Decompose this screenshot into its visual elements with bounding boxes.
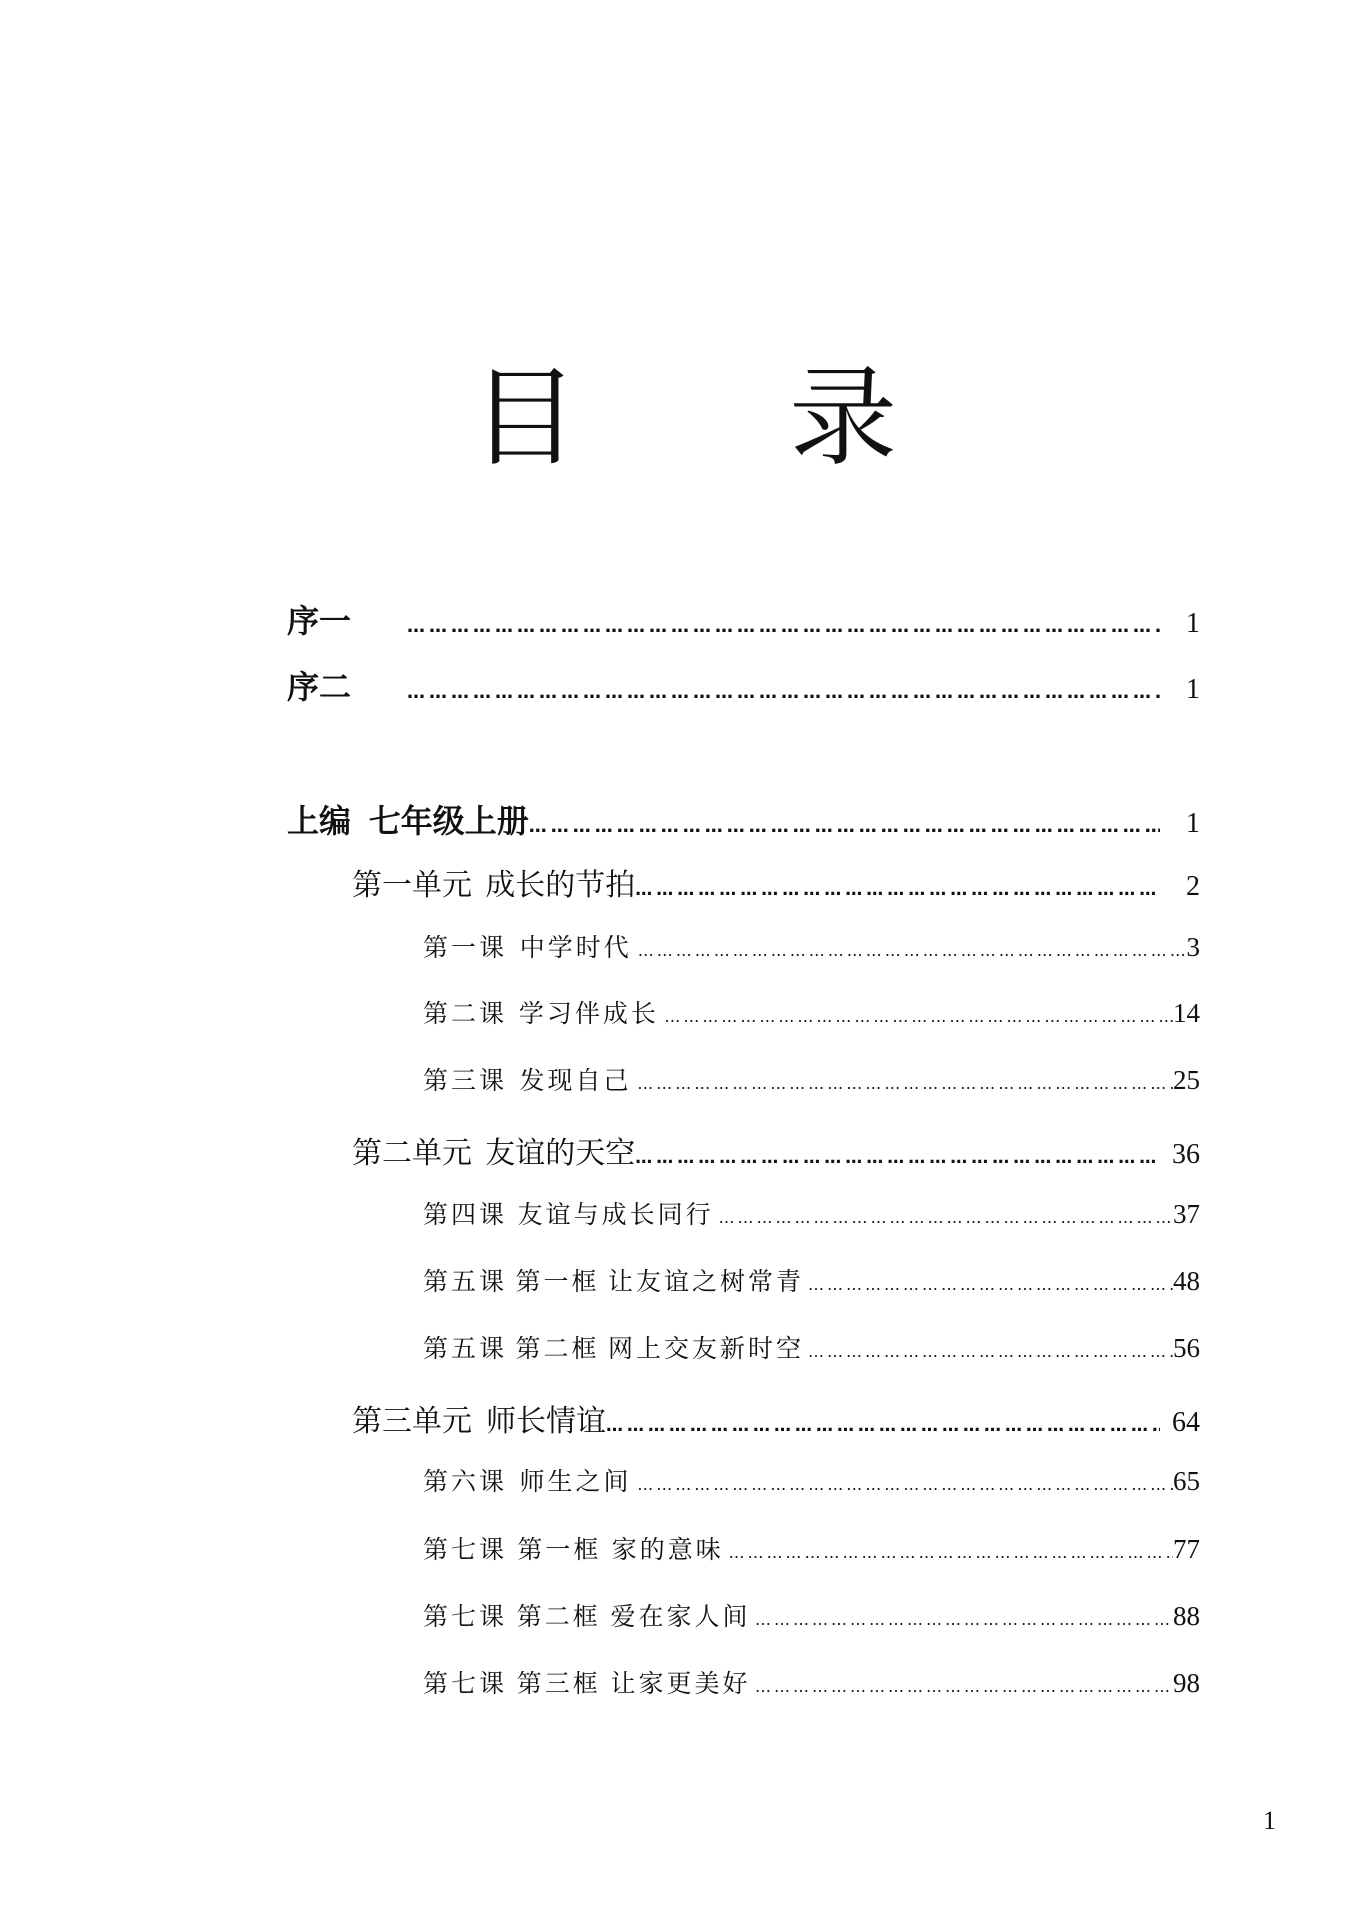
toc-entry-lesson-frame: 第一框 [517, 1535, 602, 1564]
toc-entry-lesson[interactable] [423, 1597, 1200, 1633]
toc-entry-lesson-number: 第二课 [423, 999, 508, 1028]
toc-entry-lesson-frame: 第二框 [515, 1334, 600, 1363]
toc-entry-lesson-number: 第七课 [423, 1535, 508, 1564]
toc-entry-lesson-number: 第七课 [423, 1669, 508, 1698]
toc-entry-page: 36 [1172, 1139, 1200, 1170]
toc-entry-lesson-number: 第一课 [423, 933, 508, 962]
toc-entry-lesson[interactable] [423, 994, 1200, 1030]
dot-leader [808, 1342, 1173, 1361]
toc-entry-lesson[interactable] [423, 1262, 1200, 1298]
toc-entry-label: 序二 [287, 668, 352, 706]
dot-leader [635, 880, 1160, 900]
dot-leader [407, 616, 1160, 637]
toc-entry-lesson[interactable] [423, 1195, 1200, 1231]
toc-entry-label: 序一 [287, 602, 352, 640]
toc-entry-page: 65 [1173, 1466, 1200, 1496]
toc-entry-unit-1[interactable] [352, 860, 1200, 904]
dot-leader [755, 1610, 1173, 1629]
toc-entry-lesson[interactable] [423, 1462, 1200, 1498]
dot-leader [635, 1148, 1160, 1168]
toc-entry-preface-1[interactable] [287, 596, 1200, 642]
dot-leader [529, 816, 1160, 837]
dot-leader [719, 1208, 1173, 1227]
toc-entry-lesson-number: 第六课 [423, 1467, 508, 1496]
toc-entry-lesson[interactable] [423, 1664, 1200, 1700]
toc-entry-unit-number: 第一单元 [352, 868, 472, 903]
toc-entry-lesson-title: 师生之间 [519, 1467, 632, 1496]
toc-entry-unit-number: 第三单元 [352, 1404, 472, 1439]
toc-entry-unit-title: 师长情谊 [485, 1404, 606, 1439]
toc-entry-lesson[interactable] [423, 1329, 1200, 1365]
toc-entry-lesson-title: 友谊与成长同行 [517, 1200, 714, 1229]
toc-entry-page: 98 [1173, 1668, 1200, 1698]
toc-entry-lesson-title: 爱在家人间 [610, 1602, 751, 1631]
toc-entry-page: 1 [1186, 674, 1200, 705]
dot-leader [407, 682, 1160, 703]
dot-leader [606, 1416, 1160, 1436]
dot-leader [808, 1275, 1173, 1294]
toc-entry-lesson-frame: 第一框 [515, 1267, 600, 1296]
toc-entry-lesson[interactable] [423, 928, 1200, 964]
toc-entry-page: 64 [1172, 1407, 1200, 1438]
toc-entry-lesson-title: 让家更美好 [610, 1669, 751, 1698]
toc-entry-lesson-title: 学习伴成长 [518, 999, 659, 1028]
toc-entry-lesson-frame: 第二框 [516, 1602, 601, 1631]
toc-entry-page: 14 [1173, 998, 1200, 1028]
toc-entry-page: 1 [1186, 608, 1200, 639]
page-number: 1 [1263, 1806, 1276, 1835]
toc-entry-unit-title: 成长的节拍 [485, 868, 636, 903]
toc-entry-lesson-number: 第三课 [423, 1066, 508, 1095]
toc-entry-part-number: 上编 [287, 802, 352, 840]
toc-entry-part[interactable] [287, 796, 1200, 842]
toc-entry-page: 25 [1173, 1065, 1200, 1095]
toc-entry-lesson-number: 第七课 [423, 1602, 508, 1631]
toc-entry-page: 48 [1172, 1266, 1200, 1296]
toc-entry-lesson-title: 网上交友新时空 [607, 1334, 804, 1363]
toc-entry-unit-number: 第二单元 [352, 1136, 472, 1171]
toc-entry-lesson-number: 第五课 [423, 1267, 508, 1296]
toc-entry-page: 1 [1186, 808, 1200, 839]
toc-entry-page: 77 [1173, 1534, 1201, 1564]
dot-leader [664, 1007, 1173, 1026]
toc-entry-lesson-title: 中学时代 [519, 933, 632, 962]
page-title: 目 录 [470, 356, 986, 481]
toc-entry-page: 3 [1186, 932, 1201, 962]
toc-entry-lesson-number: 第五课 [423, 1334, 508, 1363]
toc-entry-preface-2[interactable] [287, 662, 1200, 708]
dot-leader [729, 1543, 1174, 1562]
toc-entry-unit-title: 友谊的天空 [485, 1136, 636, 1171]
toc-entry-lesson-title: 家的意味 [611, 1535, 724, 1564]
toc-entry-page: 88 [1173, 1601, 1200, 1631]
toc-entry-lesson-number: 第四课 [423, 1200, 508, 1229]
toc-entry-unit-3[interactable] [352, 1396, 1200, 1440]
toc-entry-lesson-title: 让友谊之树常青 [607, 1267, 804, 1296]
dot-leader [637, 1475, 1173, 1494]
dot-leader [637, 1074, 1173, 1093]
toc-entry-page: 2 [1186, 871, 1200, 902]
dot-leader [638, 941, 1187, 960]
toc-entry-lesson-frame: 第三框 [516, 1669, 601, 1698]
toc-entry-lesson[interactable] [423, 1530, 1200, 1566]
toc-entry-page: 56 [1172, 1333, 1200, 1363]
toc-entry-lesson[interactable] [423, 1061, 1200, 1097]
toc-entry-lesson-title: 发现自己 [519, 1066, 632, 1095]
dot-leader [755, 1677, 1173, 1696]
toc-entry-page: 37 [1172, 1199, 1200, 1229]
toc-entry-unit-2[interactable] [352, 1128, 1200, 1172]
toc-entry-part-title: 七年级上册 [368, 802, 529, 840]
